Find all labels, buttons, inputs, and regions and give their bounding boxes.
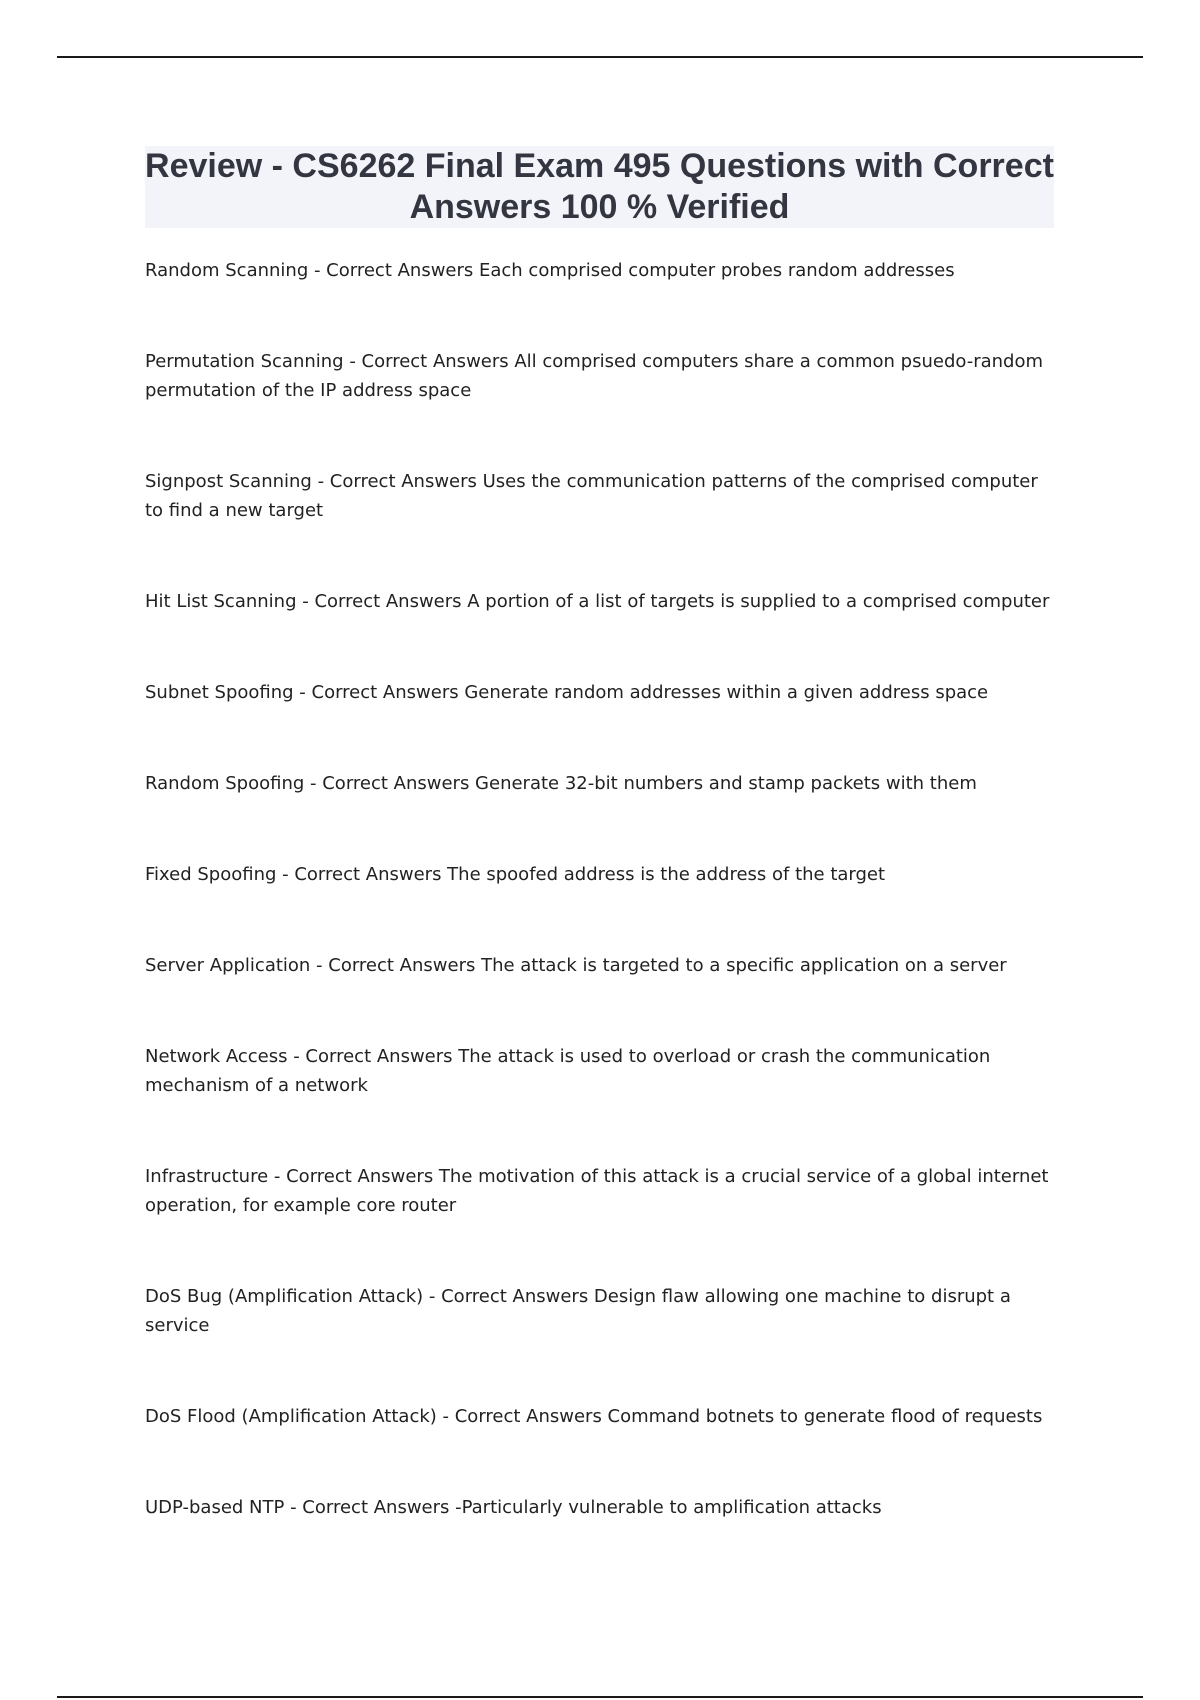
flashcard-entry: DoS Bug (Amplification Attack) - Correct Answers Design flaw allowing one machine to disrupt a service [145,1286,1011,1336]
flashcard-entry: Server Application - Correct Answers The attack is targeted to a specific application on a server [145,955,1007,976]
document-title: Review - CS6262 Final Exam 495 Questions with Correct Answers 100 % Verified [145,147,1054,226]
page-bottom-rule [57,1696,1143,1698]
flashcard-list [145,256,1060,1522]
flashcard-entry: Random Spoofing - Correct Answers Generate 32-bit numbers and stamp packets with them [145,773,977,794]
flashcard-entry: Hit List Scanning - Correct Answers A portion of a list of targets is supplied to a comprised computer [145,591,1050,612]
flashcard-entry: UDP-based NTP - Correct Answers -Particularly vulnerable to amplification attacks [145,1497,882,1518]
page-top-rule [57,56,1143,58]
flashcard-entry: Permutation Scanning - Correct Answers All comprised computers share a common psuedo-random permutation of the IP address space [145,351,1044,401]
flashcard-entry: Random Scanning - Correct Answers Each comprised computer probes random addresses [145,260,955,281]
document-title-banner [145,146,1054,228]
flashcard-entry: Network Access - Correct Answers The attack is used to overload or crash the communication mechanism of a network [145,1046,991,1096]
flashcard-entry: Fixed Spoofing - Correct Answers The spoofed address is the address of the target [145,864,886,885]
flashcard-entry: Infrastructure - Correct Answers The motivation of this attack is a crucial service of a global internet operation, for example core router [145,1166,1049,1216]
flashcard-entry: DoS Flood (Amplification Attack) - Correct Answers Command botnets to generate flood of requests [145,1406,1043,1427]
flashcard-entry: Subnet Spoofing - Correct Answers Generate random addresses within a given address space [145,682,989,703]
flashcard-entry: Signpost Scanning - Correct Answers Uses the communication patterns of the comprised computer to find a new target [145,471,1038,521]
